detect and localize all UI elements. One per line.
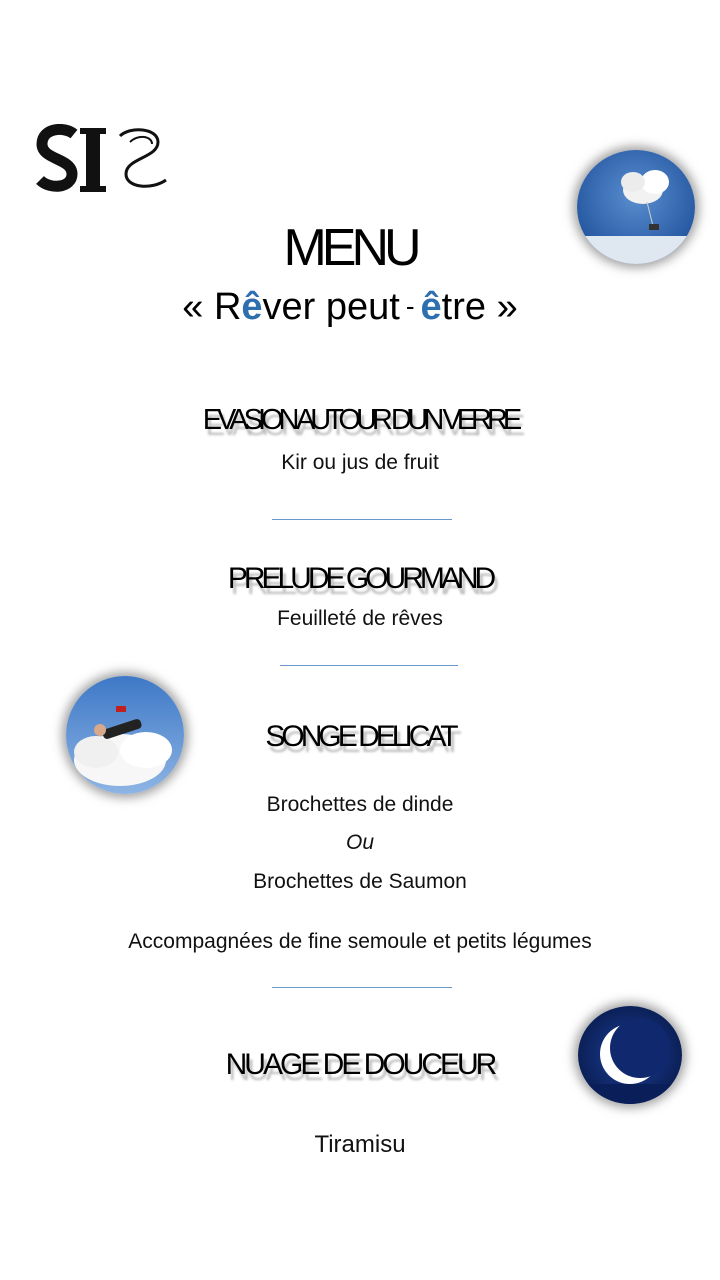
section-heading-main: SONGE DELICAT — [265, 720, 455, 753]
subtitle-accent: ê — [420, 286, 442, 328]
menu-subtitle — [0, 286, 700, 329]
menu-item: Brochettes de dinde — [266, 793, 454, 816]
section-heading-dessert: NUAGE DE DOUCEUR — [225, 1048, 495, 1081]
menu-item-or: Ou — [345, 831, 374, 854]
menu-item: Brochettes de Saumon — [253, 870, 467, 893]
menu-item: Kir ou jus de fruit — [281, 451, 439, 474]
menu-item: Feuilleté de rêves — [277, 607, 443, 630]
divider — [272, 987, 452, 988]
divider — [272, 519, 452, 520]
section-heading-starter: PRELUDE GOURMAND — [227, 562, 493, 595]
subtitle-dash: - — [405, 291, 415, 321]
menu-item: Tiramisu — [314, 1131, 406, 1158]
subtitle-accent: ê — [241, 286, 263, 328]
menu-title: MENU — [283, 219, 417, 277]
subtitle-part: ver peut — [262, 286, 400, 328]
menu-item-side: Accompagnées de fine semoule et petits légumes — [128, 930, 592, 953]
section-heading-aperitif: EVASION AUTOUR D'UN VERRE — [202, 404, 518, 436]
logo — [34, 124, 174, 196]
divider — [280, 665, 458, 666]
subtitle-part: « R — [182, 286, 242, 328]
subtitle-part: tre » — [441, 286, 518, 328]
